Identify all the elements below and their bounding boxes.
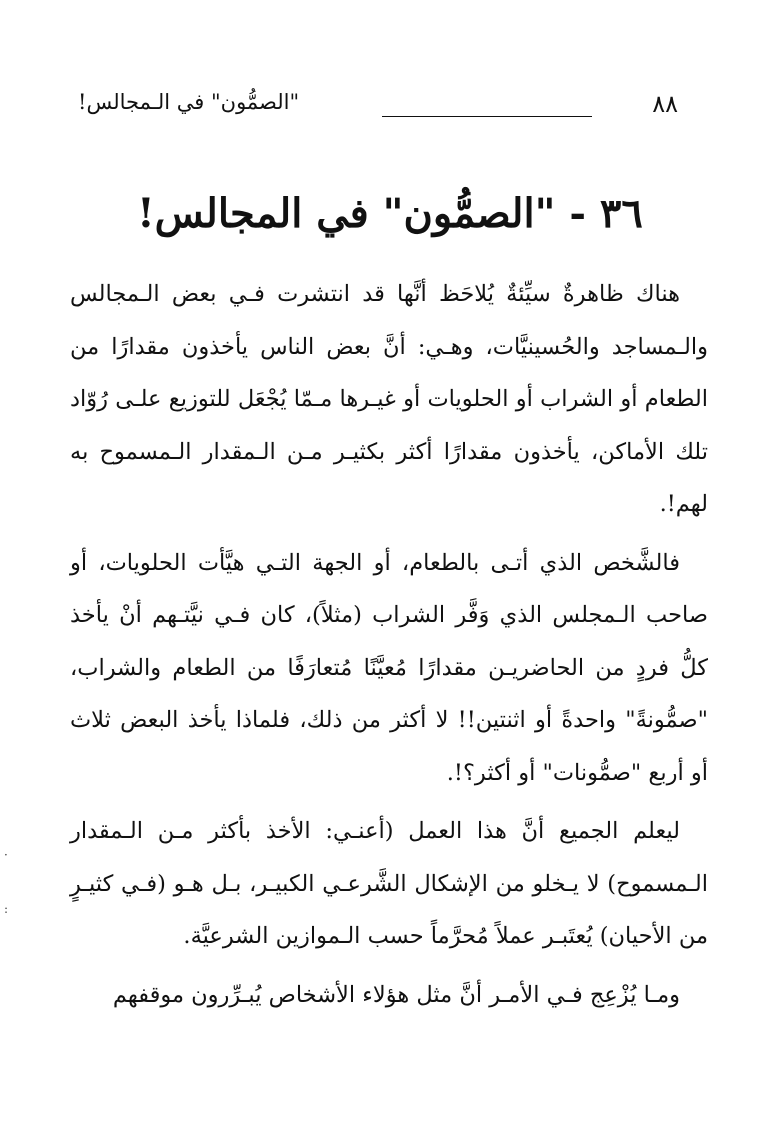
header-rule <box>382 116 592 117</box>
paragraph: هناك ظاهرةٌ سيِّئةٌ يُلاحَظ أنَّها قد انتشرت فـي بعض الـمجالس والـمساجد والحُسينيَّات، وهـي: أنَّ بعض الناس يأخذون مقدارًا من الطعام أو الشراب أو الحلويات أو غيـرها مـمّا يُجْعَل للتوزيع علـى رُوّاد تلك الأماكن، يأخذون مقدارًا أكثر بكثيـر مـن الـمقدار الـمسموح به لهم!. <box>70 281 708 517</box>
body-text <box>70 268 708 1027</box>
chapter-heading: ٣٦ - "الصمُّون" في المجالس! <box>137 190 643 237</box>
paragraph: ليعلم الجميع أنَّ هذا العمل (أعنـي: الأخذ بأكثر مـن الـمقدار الـمسموح) لا يـخلو من الإشكال الشَّرعـي الكبيـر، بـل هـو (فـي كثيـرٍ من الأحيان) يُعتَبـر عملاً مُحرَّماً حسب الـموازين الشرعيَّة. <box>70 818 708 949</box>
running-title: "الصمُّون" في الـمجالس! <box>78 90 300 114</box>
page-number: ٨٨ <box>652 90 678 118</box>
scan-speck: : <box>4 902 9 916</box>
scan-speck: · <box>4 848 8 862</box>
running-header <box>78 86 678 126</box>
paragraph: ومـا يُزْعِج فـي الأمـر أنَّ مثل هؤلاء الأشخاص يُبـرِّرون موقفهم <box>112 981 680 1008</box>
paragraph: فالشَّخص الذي أتـى بالطعام، أو الجهة التـي هيَّأت الحلويات، أو صاحب الـمجلس الذي وَفَّر الشراب (مثلاً)، كان فـي نيَّتـهم أنْ يأخذ كلُّ فردٍ من الحاضريـن مقدارًا مُعيَّنًا مُتعارَفًا من الطعام والشراب، "صمُّونةً" واحدةً أو اثنتين!! لا أكثر من ذلك، فلماذا يأخذ البعض ثلاث أو أربع "صمُّونات" أو أكثر؟!. <box>70 549 708 786</box>
